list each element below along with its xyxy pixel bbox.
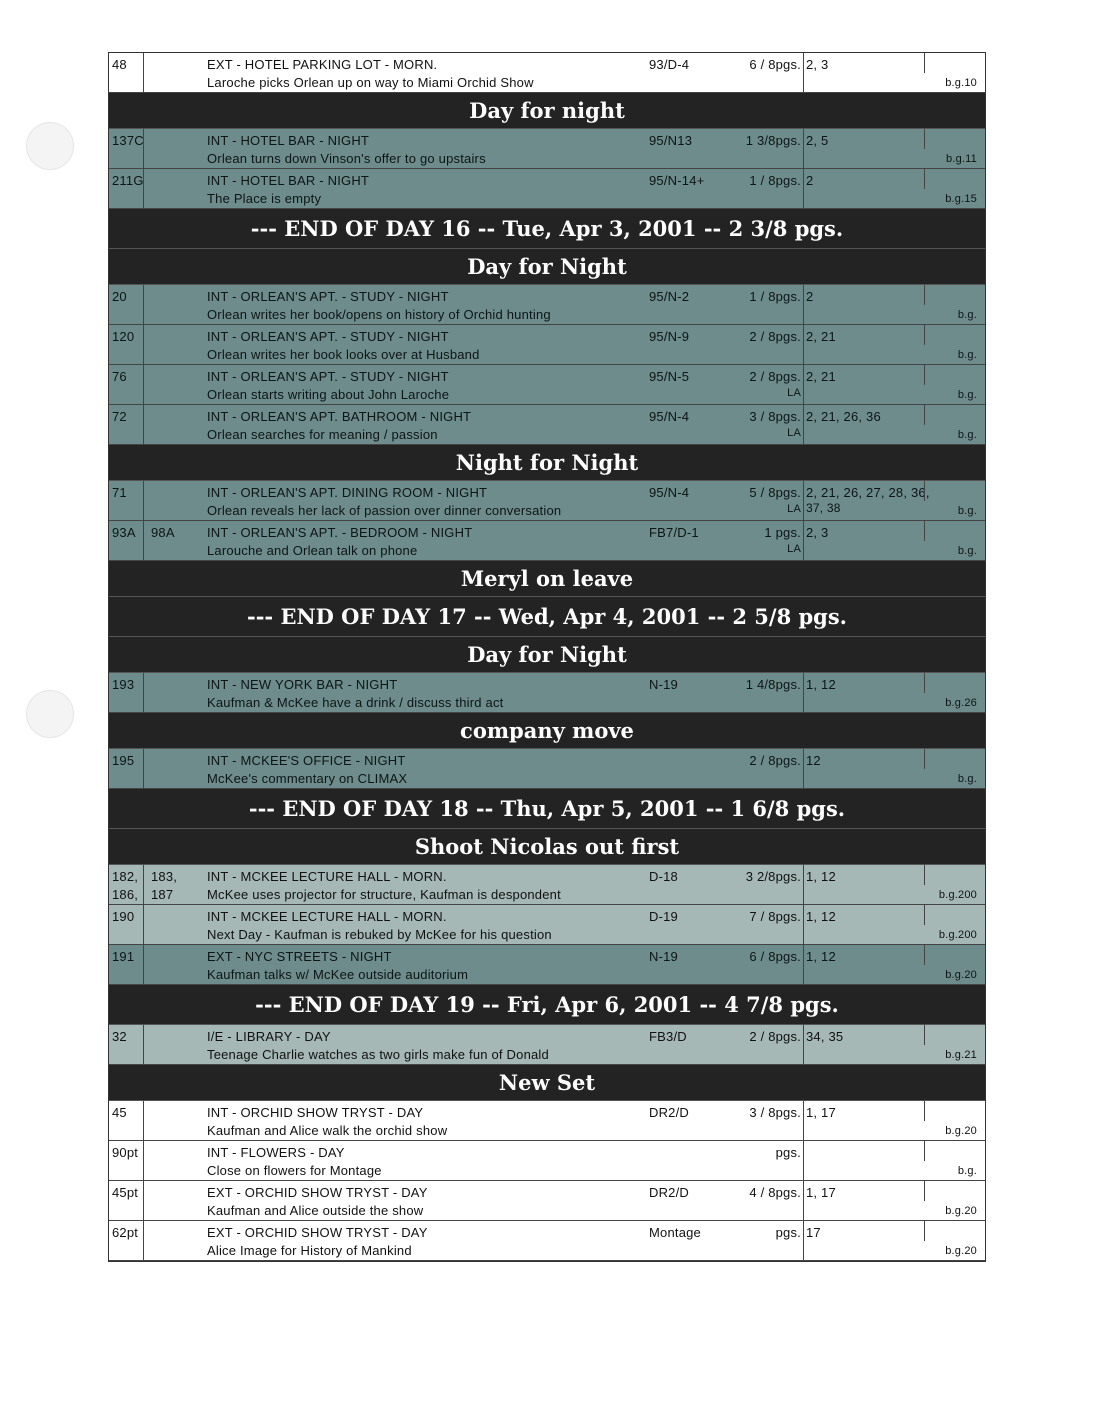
column-divider bbox=[803, 325, 804, 364]
column-divider bbox=[924, 285, 925, 305]
stripboard-sheet bbox=[108, 52, 986, 1262]
schedule-strip bbox=[109, 1025, 985, 1065]
column-divider bbox=[143, 1221, 144, 1260]
page-count: pgs. bbox=[775, 1145, 801, 1160]
scene-number: 193 bbox=[112, 677, 135, 692]
column-divider bbox=[803, 945, 804, 984]
scene-heading: INT - ORLEAN'S APT. - STUDY - NIGHT bbox=[207, 329, 449, 344]
scene-heading: INT - HOTEL BAR - NIGHT bbox=[207, 173, 370, 188]
column-divider bbox=[924, 1025, 925, 1045]
page-count: 1 / 8pgs. bbox=[749, 289, 801, 304]
background-count: b.g. bbox=[957, 545, 977, 557]
schedule-strip bbox=[109, 1141, 985, 1181]
scene-number: 32 bbox=[112, 1029, 127, 1044]
column-divider bbox=[924, 945, 925, 965]
background-count: b.g.20 bbox=[945, 1125, 977, 1137]
page-count: 5 / 8pgs. bbox=[749, 485, 801, 500]
sequence-code: D-18 bbox=[649, 869, 678, 884]
schedule-strip bbox=[109, 285, 985, 325]
column-divider bbox=[803, 521, 804, 560]
page-count: 2 / 8pgs. bbox=[749, 329, 801, 344]
schedule-strip bbox=[109, 865, 985, 905]
column-divider bbox=[143, 365, 144, 404]
scene-number: 120 bbox=[112, 329, 135, 344]
schedule-strip bbox=[109, 405, 985, 445]
location-tag: LA bbox=[787, 543, 801, 555]
end-of-day-banner: --- END OF DAY 18 -- Thu, Apr 5, 2001 -- 1 6/8 pgs. bbox=[109, 789, 985, 829]
schedule-strip bbox=[109, 129, 985, 169]
scene-number: 76 bbox=[112, 369, 127, 384]
section-banner: Night for Night bbox=[109, 445, 985, 481]
scene-heading: EXT - ORCHID SHOW TRYST - DAY bbox=[207, 1185, 428, 1200]
cast-ids-continued: 37, 38 bbox=[806, 501, 841, 515]
end-of-day-banner: --- END OF DAY 17 -- Wed, Apr 4, 2001 -- 2 5/8 pgs. bbox=[109, 597, 985, 637]
background-count: b.g. bbox=[957, 389, 977, 401]
scene-description: Orlean writes her book looks over at Husband bbox=[207, 347, 480, 362]
scene-number: 90pt bbox=[112, 1145, 139, 1160]
scene-heading: EXT - HOTEL PARKING LOT - MORN. bbox=[207, 57, 438, 72]
column-divider bbox=[924, 53, 925, 73]
scene-description: Larouche and Orlean talk on phone bbox=[207, 543, 418, 558]
schedule-strip bbox=[109, 1181, 985, 1221]
column-divider bbox=[803, 481, 804, 520]
section-banner: Day for night bbox=[109, 93, 985, 129]
end-of-day-banner: --- END OF DAY 19 -- Fri, Apr 6, 2001 -- 4 7/8 pgs. bbox=[109, 985, 985, 1025]
scene-heading: INT - HOTEL BAR - NIGHT bbox=[207, 133, 370, 148]
scene-number: 195 bbox=[112, 753, 135, 768]
schedule-strip bbox=[109, 1101, 985, 1141]
background-count: b.g.26 bbox=[945, 697, 977, 709]
sequence-code: 95/N-14+ bbox=[649, 173, 705, 188]
schedule-strip bbox=[109, 325, 985, 365]
column-divider bbox=[924, 169, 925, 189]
column-divider bbox=[803, 865, 804, 904]
page-count: pgs. bbox=[775, 1225, 801, 1240]
scene-heading: I/E - LIBRARY - DAY bbox=[207, 1029, 331, 1044]
location-tag: LA bbox=[787, 427, 801, 439]
column-divider bbox=[924, 365, 925, 385]
scene-number: 72 bbox=[112, 409, 127, 424]
scene-description: Orlean searches for meaning / passion bbox=[207, 427, 438, 442]
background-count: b.g.11 bbox=[946, 153, 977, 165]
page-count: 1 3/8pgs. bbox=[745, 133, 801, 148]
page-count: 2 / 8pgs. bbox=[749, 753, 801, 768]
punch-hole bbox=[26, 690, 74, 738]
scene-description: Close on flowers for Montage bbox=[207, 1163, 382, 1178]
location-tag: LA bbox=[787, 503, 801, 515]
column-divider bbox=[143, 285, 144, 324]
section-banner: Day for Night bbox=[109, 637, 985, 673]
schedule-strip bbox=[109, 521, 985, 561]
background-count: b.g. bbox=[957, 1165, 977, 1177]
column-divider bbox=[924, 129, 925, 149]
scene-number: 45pt bbox=[112, 1185, 139, 1200]
scene-description: Laroche picks Orlean up on way to Miami Orchid Show bbox=[207, 75, 534, 90]
scene-number: 45 bbox=[112, 1105, 127, 1120]
page-count: 3 / 8pgs. bbox=[749, 1105, 801, 1120]
column-divider bbox=[924, 905, 925, 925]
cast-ids: 2, 21 bbox=[806, 329, 836, 344]
column-divider bbox=[924, 1221, 925, 1241]
scene-description: Teenage Charlie watches as two girls make fun of Donald bbox=[207, 1047, 549, 1062]
background-count: b.g.200 bbox=[938, 889, 977, 901]
sequence-code: DR2/D bbox=[649, 1185, 690, 1200]
schedule-strip bbox=[109, 53, 985, 93]
column-divider bbox=[924, 521, 925, 541]
column-divider bbox=[924, 673, 925, 693]
column-divider bbox=[143, 865, 144, 904]
scene-description: McKee's commentary on CLIMAX bbox=[207, 771, 408, 786]
column-divider bbox=[803, 905, 804, 944]
scene-heading: INT - ORLEAN'S APT. - BEDROOM - NIGHT bbox=[207, 525, 473, 540]
column-divider bbox=[143, 129, 144, 168]
column-divider bbox=[803, 1025, 804, 1064]
schedule-strip bbox=[109, 673, 985, 713]
schedule-strip bbox=[109, 905, 985, 945]
scene-description: Next Day - Kaufman is rebuked by McKee for his question bbox=[207, 927, 552, 942]
punch-hole bbox=[26, 122, 74, 170]
column-divider bbox=[143, 673, 144, 712]
cast-ids: 2, 21, 26, 36 bbox=[806, 409, 881, 424]
cast-ids: 1, 12 bbox=[806, 677, 836, 692]
sequence-code: DR2/D bbox=[649, 1105, 690, 1120]
column-divider bbox=[143, 53, 144, 92]
schedule-strip bbox=[109, 481, 985, 521]
scene-number: 48 bbox=[112, 57, 127, 72]
background-count: b.g. bbox=[957, 505, 977, 517]
page-count: 2 / 8pgs. bbox=[749, 369, 801, 384]
cast-ids: 1, 12 bbox=[806, 909, 836, 924]
scene-heading: INT - ORLEAN'S APT. - STUDY - NIGHT bbox=[207, 289, 449, 304]
page-count: 1 pgs. bbox=[764, 525, 801, 540]
column-divider bbox=[803, 129, 804, 168]
cast-ids: 17 bbox=[806, 1225, 821, 1240]
column-divider bbox=[143, 945, 144, 984]
page-count: 6 / 8pgs. bbox=[749, 949, 801, 964]
scene-heading: INT - MCKEE LECTURE HALL - MORN. bbox=[207, 869, 447, 884]
scene-number-secondary: 183, bbox=[151, 869, 178, 884]
sequence-code: N-19 bbox=[649, 677, 678, 692]
section-banner: Day for Night bbox=[109, 249, 985, 285]
column-divider bbox=[143, 521, 144, 560]
page-count: 1 4/8pgs. bbox=[745, 677, 801, 692]
column-divider bbox=[924, 1141, 925, 1161]
scene-heading: EXT - ORCHID SHOW TRYST - DAY bbox=[207, 1225, 428, 1240]
background-count: b.g.20 bbox=[945, 1205, 977, 1217]
cast-ids: 2, 3 bbox=[806, 57, 829, 72]
scene-number: 93A bbox=[112, 525, 136, 540]
column-divider bbox=[803, 405, 804, 444]
scene-number-continued: 186, bbox=[112, 887, 139, 902]
column-divider bbox=[924, 1181, 925, 1201]
scene-heading: INT - FLOWERS - DAY bbox=[207, 1145, 345, 1160]
background-count: b.g.10 bbox=[945, 77, 977, 89]
background-count: b.g.15 bbox=[945, 193, 977, 205]
sequence-code: FB3/D bbox=[649, 1029, 687, 1044]
cast-ids: 1, 12 bbox=[806, 949, 836, 964]
location-tag: LA bbox=[787, 387, 801, 399]
sequence-code: N-19 bbox=[649, 949, 678, 964]
column-divider bbox=[143, 749, 144, 788]
scene-heading: EXT - NYC STREETS - NIGHT bbox=[207, 949, 392, 964]
sequence-code: 95/N13 bbox=[649, 133, 693, 148]
page-count: 7 / 8pgs. bbox=[749, 909, 801, 924]
scene-description: Orlean starts writing about John Laroche bbox=[207, 387, 450, 402]
background-count: b.g. bbox=[957, 309, 977, 321]
scene-description: Kaufman & McKee have a drink / discuss third act bbox=[207, 695, 504, 710]
schedule-strip bbox=[109, 1221, 985, 1261]
scene-heading: INT - ORLEAN'S APT. BATHROOM - NIGHT bbox=[207, 409, 472, 424]
scene-number: 62pt bbox=[112, 1225, 139, 1240]
column-divider bbox=[143, 905, 144, 944]
scene-description: Orlean writes her book/opens on history of Orchid hunting bbox=[207, 307, 551, 322]
column-divider bbox=[143, 1181, 144, 1220]
scene-description: Kaufman and Alice outside the show bbox=[207, 1203, 424, 1218]
scene-number-secondary-continued: 187 bbox=[151, 887, 174, 902]
sequence-code: 95/N-9 bbox=[649, 329, 690, 344]
schedule-strip bbox=[109, 749, 985, 789]
section-banner: New Set bbox=[109, 1065, 985, 1101]
column-divider bbox=[803, 749, 804, 788]
cast-ids: 2 bbox=[806, 173, 814, 188]
scene-heading: INT - MCKEE LECTURE HALL - MORN. bbox=[207, 909, 447, 924]
schedule-strip bbox=[109, 945, 985, 985]
column-divider bbox=[143, 405, 144, 444]
column-divider bbox=[803, 285, 804, 324]
column-divider bbox=[803, 1101, 804, 1140]
column-divider bbox=[143, 1101, 144, 1140]
cast-ids: 1, 17 bbox=[806, 1185, 836, 1200]
scene-description: Orlean reveals her lack of passion over dinner conversation bbox=[207, 503, 562, 518]
cast-ids: 34, 35 bbox=[806, 1029, 844, 1044]
column-divider bbox=[803, 365, 804, 404]
page-count: 2 / 8pgs. bbox=[749, 1029, 801, 1044]
column-divider bbox=[924, 481, 925, 501]
column-divider bbox=[803, 1221, 804, 1260]
scene-description: The Place is empty bbox=[207, 191, 322, 206]
scene-number: 191 bbox=[112, 949, 135, 964]
page-count: 3 / 8pgs. bbox=[749, 409, 801, 424]
scene-number: 71 bbox=[112, 485, 127, 500]
scene-number: 190 bbox=[112, 909, 135, 924]
column-divider bbox=[143, 1025, 144, 1064]
schedule-strip bbox=[109, 169, 985, 209]
column-divider bbox=[924, 405, 925, 425]
scene-heading: INT - MCKEE'S OFFICE - NIGHT bbox=[207, 753, 406, 768]
background-count: b.g. bbox=[957, 429, 977, 441]
column-divider bbox=[143, 169, 144, 208]
scene-heading: INT - ORLEAN'S APT. DINING ROOM - NIGHT bbox=[207, 485, 488, 500]
schedule-strip bbox=[109, 365, 985, 405]
column-divider bbox=[143, 1141, 144, 1180]
sequence-code: 95/N-5 bbox=[649, 369, 690, 384]
section-banner: company move bbox=[109, 713, 985, 749]
column-divider bbox=[924, 749, 925, 769]
column-divider bbox=[803, 673, 804, 712]
sequence-code: 93/D-4 bbox=[649, 57, 690, 72]
page-count: 4 / 8pgs. bbox=[749, 1185, 801, 1200]
background-count: b.g. bbox=[957, 773, 977, 785]
scene-number: 211G bbox=[112, 173, 144, 188]
scene-number: 182, bbox=[112, 869, 139, 884]
background-count: b.g.21 bbox=[945, 1049, 977, 1061]
scene-heading: INT - ORLEAN'S APT. - STUDY - NIGHT bbox=[207, 369, 449, 384]
scene-heading: INT - NEW YORK BAR - NIGHT bbox=[207, 677, 398, 692]
cast-ids: 12 bbox=[806, 753, 821, 768]
scene-description: Alice Image for History of Mankind bbox=[207, 1243, 412, 1258]
sequence-code: D-19 bbox=[649, 909, 678, 924]
section-banner: Meryl on leave bbox=[109, 561, 985, 597]
column-divider bbox=[924, 1101, 925, 1121]
cast-ids: 2, 3 bbox=[806, 525, 829, 540]
cast-ids: 2, 5 bbox=[806, 133, 829, 148]
sequence-code: 95/N-4 bbox=[649, 485, 690, 500]
page-count: 6 / 8pgs. bbox=[749, 57, 801, 72]
column-divider bbox=[924, 325, 925, 345]
scene-heading: INT - ORCHID SHOW TRYST - DAY bbox=[207, 1105, 424, 1120]
column-divider bbox=[803, 1181, 804, 1220]
background-count: b.g.20 bbox=[945, 969, 977, 981]
scene-number: 20 bbox=[112, 289, 127, 304]
background-count: b.g.20 bbox=[945, 1245, 977, 1257]
column-divider bbox=[803, 169, 804, 208]
cast-ids: 2, 21, 26, 27, 28, 36, bbox=[806, 485, 930, 500]
background-count: b.g. bbox=[957, 349, 977, 361]
sequence-code: Montage bbox=[649, 1225, 701, 1240]
scene-description: Orlean turns down Vinson's offer to go upstairs bbox=[207, 151, 486, 166]
scene-description: Kaufman talks w/ McKee outside auditorium bbox=[207, 967, 469, 982]
sequence-code: FB7/D-1 bbox=[649, 525, 699, 540]
section-banner: Shoot Nicolas out first bbox=[109, 829, 985, 865]
scene-description: Kaufman and Alice walk the orchid show bbox=[207, 1123, 448, 1138]
cast-ids: 2, 21 bbox=[806, 369, 836, 384]
end-of-day-banner: --- END OF DAY 16 -- Tue, Apr 3, 2001 -- 2 3/8 pgs. bbox=[109, 209, 985, 249]
background-count: b.g.200 bbox=[938, 929, 977, 941]
column-divider bbox=[143, 325, 144, 364]
scene-number: 137C bbox=[112, 133, 144, 148]
page-count: 1 / 8pgs. bbox=[749, 173, 801, 188]
sequence-code: 95/N-4 bbox=[649, 409, 690, 424]
column-divider bbox=[143, 481, 144, 520]
sequence-code: 95/N-2 bbox=[649, 289, 690, 304]
column-divider bbox=[924, 865, 925, 885]
scene-number-secondary: 98A bbox=[151, 525, 175, 540]
page-count: 3 2/8pgs. bbox=[745, 869, 801, 884]
column-divider bbox=[803, 1141, 804, 1180]
scene-description: McKee uses projector for structure, Kaufman is despondent bbox=[207, 887, 561, 902]
cast-ids: 2 bbox=[806, 289, 814, 304]
cast-ids: 1, 17 bbox=[806, 1105, 836, 1120]
cast-ids: 1, 12 bbox=[806, 869, 836, 884]
column-divider bbox=[803, 53, 804, 92]
